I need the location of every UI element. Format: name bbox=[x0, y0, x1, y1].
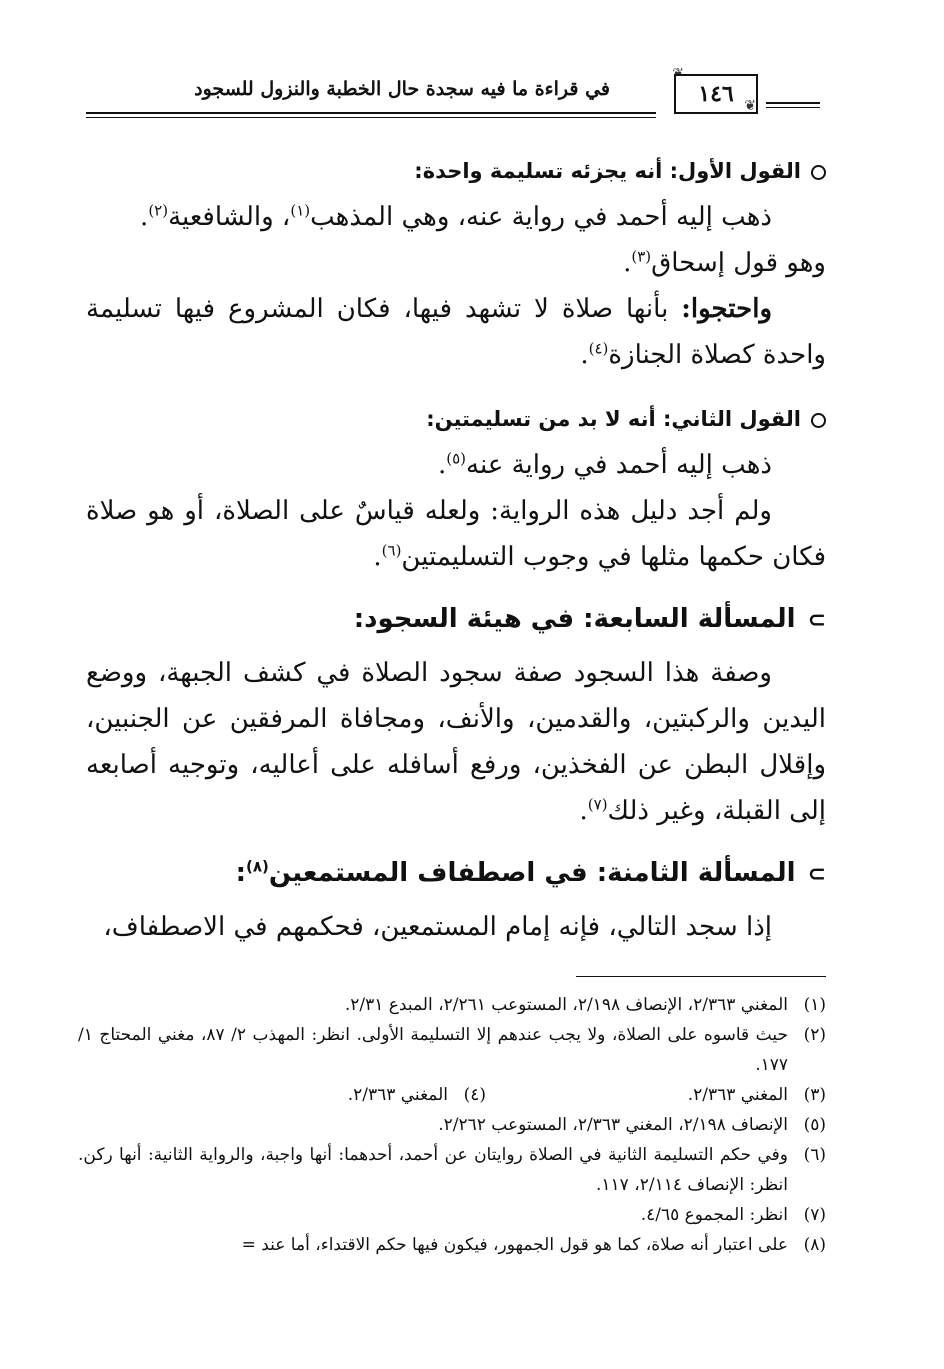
opinion-heading-text: القول الأول: أنه يجزئه تسليمة واحدة: bbox=[414, 159, 801, 183]
text-run: ذهب إليه أحمد في رواية عنه، وهي المذهب bbox=[310, 202, 772, 232]
paragraph bbox=[86, 194, 826, 240]
footnote-number: (٨) bbox=[803, 1235, 826, 1255]
footnote-ref: (٦) bbox=[381, 541, 402, 560]
footnote bbox=[78, 1140, 826, 1200]
footnote-number: (٢) bbox=[803, 1025, 826, 1045]
footnote-text: حيث قاسوه على الصلاة، ولا يجب عندهم إلا التسليمة الأولى. انظر: المهذب ٢/ ٨٧، مغني المحتاج ١/ ١٧٧. bbox=[78, 1025, 788, 1075]
footnote-number: (٦) bbox=[803, 1145, 826, 1165]
header-rule bbox=[766, 107, 820, 108]
section-heading bbox=[86, 590, 826, 650]
footnote-ref: (٥) bbox=[446, 449, 467, 468]
footnote-text: انظر: المجموع ٤/٦٥. bbox=[640, 1205, 788, 1225]
section-heading bbox=[86, 844, 826, 904]
section-heading-text: المسألة السابعة: في هيئة السجود: bbox=[353, 604, 796, 634]
bold-lead: واحتجوا: bbox=[681, 294, 772, 324]
footnote bbox=[78, 1200, 826, 1230]
text-run: بأنها صلاة لا تشهد فيها، فكان المشروع فيها تسليمة واحدة كصلاة الجنازة bbox=[86, 294, 826, 370]
footnote-ref: (٤) bbox=[588, 339, 609, 358]
opinion-heading-text: القول الثاني: أنه لا بد من تسليمتين: bbox=[426, 407, 801, 431]
text-run: ذهب إليه أحمد في رواية عنه bbox=[466, 450, 772, 480]
text-run: . bbox=[579, 796, 588, 826]
paragraph bbox=[86, 904, 826, 950]
running-header bbox=[80, 72, 828, 122]
paragraph bbox=[86, 240, 826, 286]
footnote-ref: (٨) bbox=[246, 857, 269, 876]
section-heading-text: المسألة الثامنة: في اصطفاف المستمعين bbox=[268, 858, 796, 888]
section-heading-text: : bbox=[235, 858, 247, 888]
text-run: . bbox=[623, 248, 632, 278]
header-rule bbox=[86, 112, 656, 114]
page-number: ١٤٦ bbox=[674, 74, 758, 114]
footnote-text: المغني ٢/٣٦٣. bbox=[687, 1085, 788, 1105]
opinion-heading bbox=[86, 148, 826, 194]
footnote bbox=[486, 1080, 826, 1110]
paragraph bbox=[86, 442, 826, 488]
footnote bbox=[78, 990, 826, 1020]
footnote-number: (١) bbox=[803, 995, 826, 1015]
footnote bbox=[78, 1020, 826, 1080]
text-run: وهو قول إسحاق bbox=[651, 248, 826, 278]
text-run: . bbox=[437, 450, 447, 480]
footnotes bbox=[78, 990, 826, 1260]
c-bullet-icon: ⊃ bbox=[807, 862, 826, 887]
paragraph bbox=[86, 650, 826, 834]
footnote-ref: (٢) bbox=[148, 201, 169, 220]
header-title: في قراءة ما فيه سجدة حال الخطبة والنزول للسجود bbox=[194, 78, 610, 100]
text-run: . bbox=[140, 202, 149, 232]
opinion-heading bbox=[86, 396, 826, 442]
footnote-pair bbox=[78, 1080, 826, 1110]
footnote-ref: (٣) bbox=[631, 247, 652, 266]
text-run: ، والشافعية bbox=[168, 202, 291, 232]
header-rule bbox=[86, 117, 656, 118]
main-text bbox=[86, 148, 826, 950]
footnote bbox=[146, 1080, 486, 1110]
footnote-number: (٣) bbox=[803, 1085, 826, 1105]
footnote-text: المغني ٢/٣٦٣، الإنصاف ٢/١٩٨، المستوعب ٢/٢٦١، المبدع ٢/٣١. bbox=[344, 995, 788, 1015]
text-run: وصفة هذا السجود صفة سجود الصلاة في كشف الجبهة، ووضع اليدين والركبتين، والقدمين، والأنف، ومجافاة المرفقين عن الجنبين، وإقلال البطن عن الفخذين، ورفع أسافله على أعاليه، وتوجيه أصابعه إلى القبلة، وغير ذلك bbox=[86, 658, 826, 826]
footnote-separator bbox=[576, 976, 826, 977]
footnote-number: (٤) bbox=[463, 1085, 486, 1105]
circle-bullet-icon bbox=[811, 413, 826, 428]
footnote-text: الإنصاف ٢/١٩٨، المغني ٢/٣٦٣، المستوعب ٢/٢٦٢. bbox=[438, 1115, 788, 1135]
text-run: . bbox=[580, 340, 589, 370]
footnote-text: وفي حكم التسليمة الثانية في الصلاة روايتان عن أحمد، أحدهما: أنها واجبة، والرواية الثانية: أنها ركن. انظر: الإنصاف ٢/١١٤، ١١٧. bbox=[78, 1145, 788, 1195]
footnote-number: (٧) bbox=[803, 1205, 826, 1225]
corner-ornament-icon: ❦ bbox=[744, 98, 756, 114]
header-rule bbox=[766, 102, 820, 104]
footnote bbox=[78, 1230, 826, 1260]
footnote-ref: (٧) bbox=[587, 795, 608, 814]
footnote-text: على اعتبار أنه صلاة، كما هو قول الجمهور، فيكون فيها حكم الاقتداء، أما عند = bbox=[241, 1235, 788, 1255]
footnote-text: المغني ٢/٣٦٣. bbox=[347, 1085, 448, 1105]
text-run: . bbox=[373, 542, 382, 572]
paragraph bbox=[86, 286, 826, 378]
footnote bbox=[78, 1110, 826, 1140]
text-run: إذا سجد التالي، فإنه إمام المستمعين، فحكمهم في الاصطفاف، bbox=[103, 912, 772, 942]
paragraph bbox=[86, 488, 826, 580]
circle-bullet-icon bbox=[811, 165, 826, 180]
c-bullet-icon: ⊃ bbox=[807, 608, 826, 633]
footnote-ref: (١) bbox=[290, 201, 311, 220]
text-run: ولم أجد دليل هذه الرواية: ولعله قياسٌ على الصلاة، أو هو صلاة فكان حكمها مثلها في وجوب التسليمتين bbox=[86, 496, 826, 572]
footnote-number: (٥) bbox=[803, 1115, 826, 1135]
